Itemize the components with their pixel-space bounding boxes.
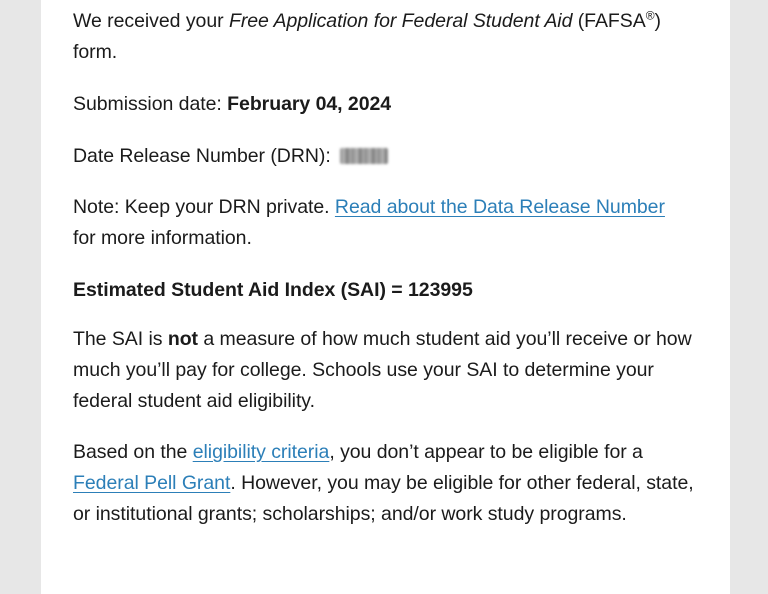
sai-explanation [73, 324, 713, 417]
sai-explain-part1: The SAI is [73, 328, 168, 350]
note-suffix: for more information. [73, 227, 252, 249]
received-message [73, 6, 713, 68]
eligibility-middle: , you don’t appear to be eligible for a [329, 441, 643, 463]
acronym-close: ) [654, 10, 661, 32]
submission-value: February 04, 2024 [227, 93, 392, 115]
confirmation-card [41, 0, 730, 594]
submission-label: Submission date: [73, 93, 228, 115]
data-release-number-link[interactable]: Read about the Data Release Number [334, 196, 665, 218]
note-prefix: Note: Keep your DRN private. [73, 196, 335, 218]
note-message [73, 192, 713, 254]
acronym-open: (FAFSA [572, 10, 646, 32]
eligibility-prefix: Based on the [73, 441, 193, 463]
received-line2: form. [73, 41, 118, 63]
sai-explain-part2: a measure of how much student aid you’ll receive or how much you’ll pay for college. Schools use your SAI to determine your federal student aid eligibility. [73, 328, 692, 412]
drn-line [73, 141, 713, 172]
drn-redacted-value [340, 148, 388, 164]
sai-explain-emphasis: not [167, 328, 198, 350]
federal-pell-grant-link[interactable]: Federal Pell Grant [73, 472, 231, 494]
eligibility-criteria-link[interactable]: eligibility criteria [192, 441, 330, 463]
form-name: Free Application for Federal Student Aid [228, 10, 573, 32]
submission-date [73, 89, 713, 120]
registered-mark: ® [645, 8, 655, 23]
drn-label: Date Release Number (DRN): [73, 145, 337, 167]
sai-heading: Estimated Student Aid Index (SAI) = 123995 [73, 279, 473, 301]
eligibility-suffix: . However, you may be eligible for other federal, state, or institutional grants; scholarships; and/or work study programs. [73, 472, 694, 525]
eligibility-message [73, 437, 713, 530]
received-prefix: We received your [73, 10, 229, 32]
